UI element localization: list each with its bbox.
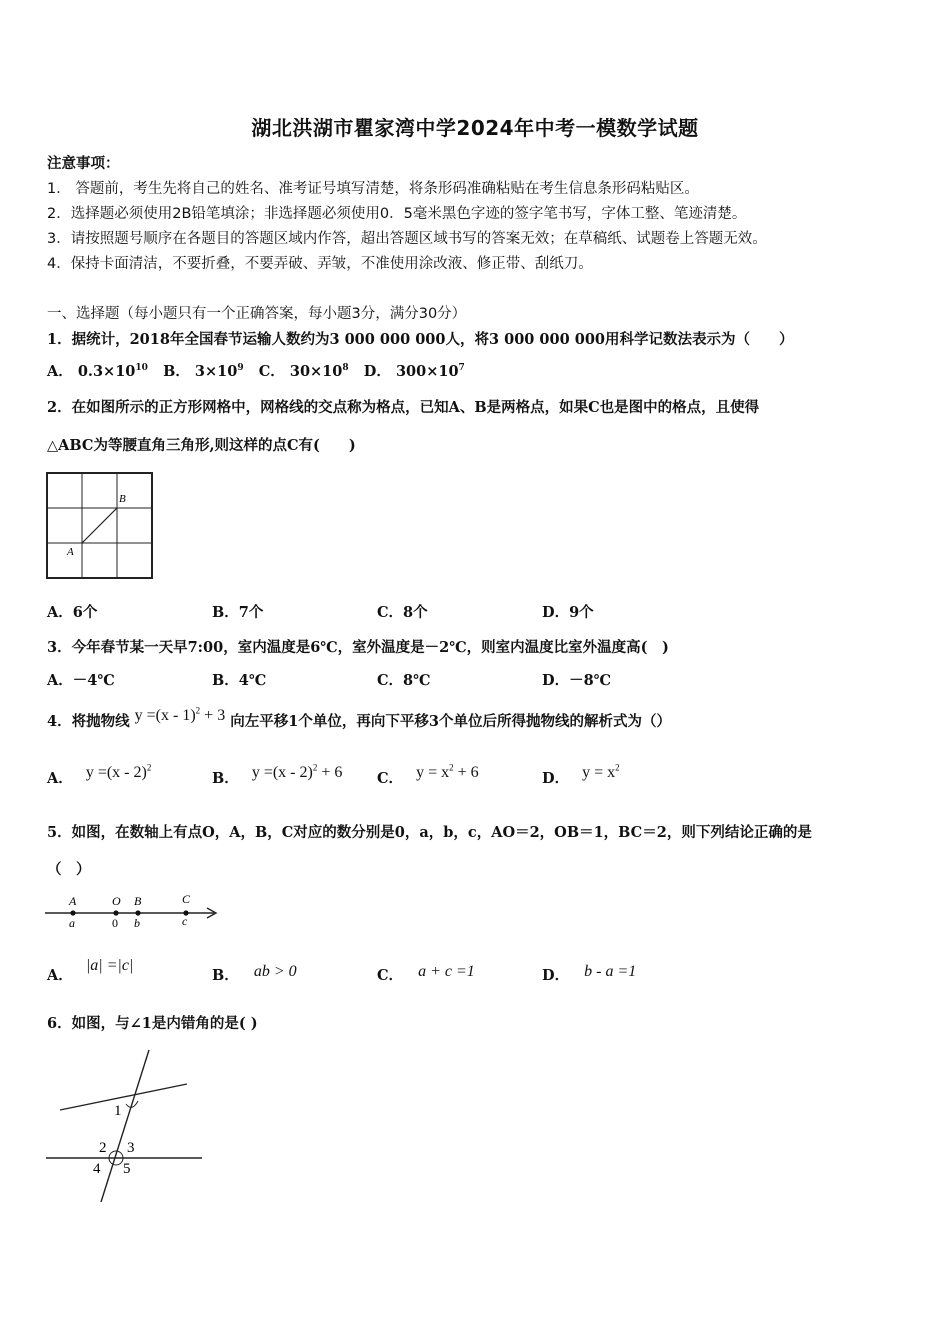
- q2-option-c: C．8个: [377, 604, 428, 621]
- point-b-value: b: [134, 916, 140, 930]
- notice-item-4: 4．保持卡面清洁，不要折叠，不要弄破、弄皱，不准使用涂改液、修正带、刮纸刀。: [47, 256, 593, 272]
- q2-stem-line1: 2．在如图所示的正方形网格中，网格线的交点称为格点，已知A、B是两格点，如果C也是图中的格点，且使得: [47, 399, 760, 416]
- angle-3-label: 3: [127, 1140, 135, 1156]
- q1-option-d-label: D．: [363, 363, 391, 380]
- notice-item-2: 2．选择题必须使用2B铅笔填涂；非选择题必须使用0．5毫米黑色字迹的签字笔书写，字体工整、笔迹清楚。: [47, 206, 747, 222]
- q1-option-b-value: $3\times 10^9$: [194, 363, 244, 380]
- q5-number-line: [42, 890, 224, 932]
- notice-item-1: 1． 答题前，考生先将自己的姓名、准考证号填写清楚，将条形码准确粘贴在考生信息条形码粘贴区。: [47, 181, 699, 197]
- q1-option-b-label: B．: [163, 363, 190, 380]
- q3-option-a: A．－4℃: [47, 672, 115, 689]
- q5-option-b: B． ab > 0: [212, 963, 297, 984]
- q1-options: [47, 360, 465, 381]
- q2-stem-line2: △ABC为等腰直角三角形,则这样的点C有( ): [47, 437, 356, 454]
- q1-option-c-value: $30\times 10^8$: [289, 363, 349, 380]
- point-b-dot: [135, 910, 140, 915]
- q1-option-c-label: C．: [258, 363, 285, 380]
- notice-item-3: 3．请按照题号顺序在各题目的答题区域内作答，超出答题区域书写的答案无效；在草稿纸、试题卷上答题无效。: [47, 231, 767, 247]
- upper-line: [60, 1084, 187, 1110]
- notice-heading: 注意事项：: [47, 156, 120, 172]
- angle-5-label: 5: [123, 1161, 131, 1177]
- point-c-value: c: [182, 914, 188, 928]
- point-a-dot: [70, 910, 75, 915]
- q5-stem-line1: 5．如图，在数轴上有点O，A，B，C对应的数分别是0，a，b，c，AO＝2，OB＝1，BC＝2，则下列结论正确的是: [47, 824, 812, 841]
- q1-stem: 1．据统计，2018年全国春节运输人数约为3 000 000 000人，将3 000 000 000用科学记数法表示为（ ）: [47, 331, 794, 348]
- q5-option-c: C． a + c =1: [377, 963, 475, 984]
- angle-4-label: 4: [93, 1161, 101, 1177]
- point-o-value: 0: [112, 916, 118, 930]
- q2-grid-figure: [45, 471, 155, 581]
- angle-1-label: 1: [114, 1103, 122, 1119]
- q4-stem: [47, 705, 671, 731]
- point-b-label: B: [134, 894, 142, 908]
- q4-option-d: D． $y = x^2$: [542, 762, 620, 787]
- q2-option-d: D．9个: [542, 604, 594, 621]
- q3-option-d: D．－8℃: [542, 672, 612, 689]
- q2-point-a-label: A: [67, 546, 74, 558]
- q4-stem-pre: 4．将抛物线: [47, 713, 130, 730]
- q4-stem-post: 向左平移1个单位，再向下平移3个单位后所得抛物线的解析式为（）: [230, 713, 671, 730]
- point-a-label: A: [69, 894, 77, 908]
- section-heading: 一、选择题（每小题只有一个正确答案，每小题3分，满分30分）: [47, 306, 467, 322]
- q3-stem: 3．今年春节某一天早7:00，室内温度是6℃，室外温度是－2℃，则室内温度比室外温度高( ): [47, 639, 669, 656]
- angle-2-label: 2: [99, 1140, 107, 1156]
- q4-option-c: C． $y = x^2 + 6$: [377, 762, 479, 787]
- q5-option-a: A． |a| =|c|: [47, 957, 134, 984]
- q5-stem-line2: （ ）: [47, 861, 91, 878]
- point-a-value: a: [69, 916, 75, 930]
- q2-option-a: A．6个: [47, 604, 98, 621]
- q4-option-a: A． y =(x - 2)$^2$: [47, 762, 152, 787]
- q2-point-b-label: B: [119, 493, 126, 505]
- q1-option-d-value: $300\times 10^7$: [395, 363, 465, 380]
- q4-stem-formula: y =(x - 1)$^2$ + 3: [134, 705, 226, 724]
- q6-angle-figure: [44, 1046, 206, 1206]
- point-c-label: C: [182, 892, 191, 906]
- q1-option-a-label: A．: [47, 363, 73, 380]
- q3-option-c: C．8℃: [377, 672, 431, 689]
- q1-option-a-value: $0.3\times 10^{10}$: [77, 363, 148, 380]
- q3-option-b: B．4℃: [212, 672, 267, 689]
- q5-option-d: D． b - a =1: [542, 963, 637, 984]
- transversal: [101, 1050, 149, 1202]
- q2-segment-ab: [82, 508, 117, 543]
- page-title: 湖北洪湖市瞿家湾中学2024年中考一模数学试题: [251, 116, 699, 140]
- q6-stem: 6．如图，与∠1是内错角的是( ): [47, 1015, 258, 1032]
- point-o-label: O: [112, 894, 121, 908]
- point-o-dot: [113, 910, 118, 915]
- q2-option-b: B．7个: [212, 604, 264, 621]
- q4-option-b: B． y =(x - 2)$^2$ + 6: [212, 762, 343, 787]
